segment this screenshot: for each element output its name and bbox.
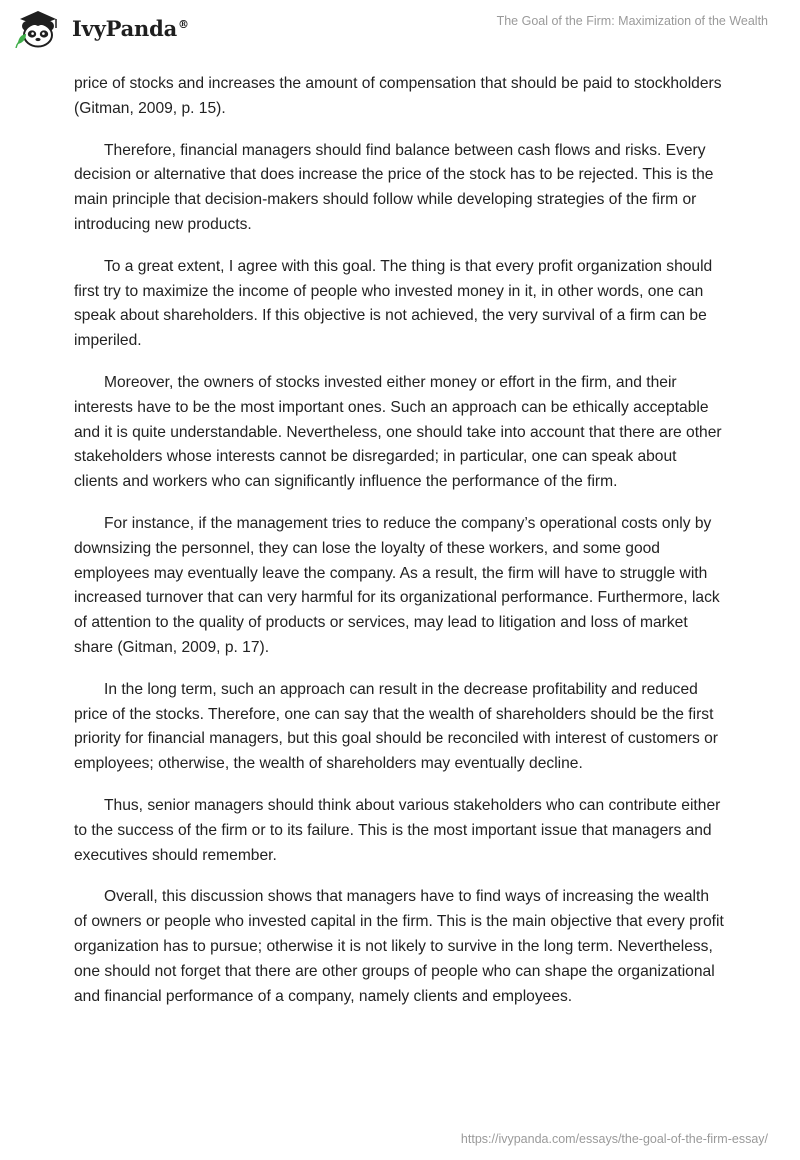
paragraph: For instance, if the management tries to reduce the company’s operational costs only by downsizing the personnel, they can lose the loyalty of these workers, and some good employees may eventually leave the company. As a result, the firm will have to struggle with increased turnover that can very harmful for its organizational performance. Furthermore, lack of attention to the quality of products or services, may lead to litigation and loss of market share (Gitman, 2009, p. 17). <box>74 514 720 656</box>
ivypanda-logo[interactable] <box>14 8 189 48</box>
paragraph: To a great extent, I agree with this goal. The thing is that every profit organization should first try to maximize the income of people who invested money in it, in other words, one can speak about shareholders. If this objective is not achieved, the very survival of a firm can be imperiled. <box>74 257 713 350</box>
paragraph: Overall, this discussion shows that managers have to find ways of increasing the wealth of owners or people who invested capital in the firm. This is the main objective that every profit organization has to pursue; otherwise it is not likely to survive in the long term. Nevertheless, one should not forget that there are other groups of people who can shape the organizational and financial performance of a company, namely clients and employees. <box>74 888 724 1005</box>
registered-mark: ® <box>178 17 189 31</box>
document-title: The Goal of the Firm: Maximization of the Wealth <box>496 14 768 28</box>
paragraph: price of stocks and increases the amount of compensation that should be paid to stockholders (Gitman, 2009, p. 15). <box>74 75 722 117</box>
paragraph: Therefore, financial managers should find balance between cash flows and risks. Every decision or alternative that does increase the price of the stock has to be rejected. This is the main principle that decision-makers should follow while developing strategies of the firm or introducing new products. <box>74 141 714 233</box>
page-header <box>0 0 800 60</box>
paragraph: In the long term, such an approach can result in the decrease profitability and reduced price of the stocks. Therefore, one can say that the wealth of shareholders should be the first priority for financial managers, but this goal should be reconciled with interest of customers or employees; otherwise, the wealth of shareholders may eventually decline. <box>74 680 718 773</box>
source-url[interactable]: https://ivypanda.com/essays/the-goal-of-the-firm-essay/ <box>460 1132 768 1146</box>
paragraph: Moreover, the owners of stocks invested either money or effort in the firm, and their interests have to be the most important ones. Such an approach can be ethically acceptable and it is quite understandable. Nevertheless, one should take into account that there are other stakeholders whose interests cannot be disregarded; in particular, one can speak about clients and workers who can significantly influence the performance of the firm. <box>74 373 722 491</box>
paragraph: Thus, senior managers should think about various stakeholders who can contribute either to the success of the firm or to its failure. This is the most important issue that managers and executives should remember. <box>74 796 721 864</box>
essay-body <box>74 72 724 1026</box>
brand-text: IvyPanda <box>72 15 178 41</box>
panda-graduation-cap-icon <box>14 8 66 48</box>
brand-name <box>72 16 189 41</box>
